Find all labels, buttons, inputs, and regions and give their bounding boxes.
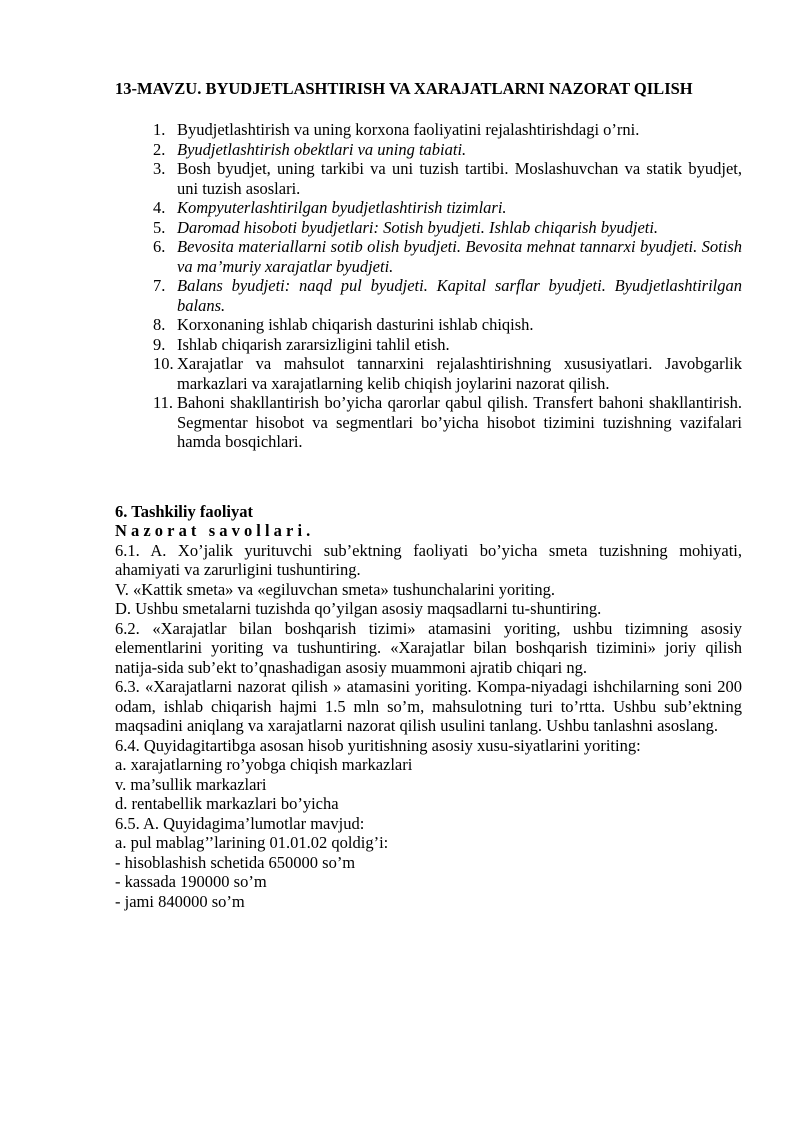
list-item-text: Xarajatlar va mahsulot tannarxini rejalashtirishning xususiyatlari. Javobgarlik markazlari va xarajatlarning kelib chiqish joylarini nazorat qilish. bbox=[177, 354, 742, 393]
list-item bbox=[115, 198, 742, 218]
question-paragraph: D. Ushbu smetalarni tuzishda qo’yilgan asosiy maqsadlarni tu-shuntiring. bbox=[115, 599, 602, 618]
question-paragraph: 6.4. Quyidagitartibga asosan hisob yuritishning asosiy xusu-siyatlarini yoriting: bbox=[115, 735, 641, 755]
question-line: d. rentabellik markazlari bo’yicha bbox=[115, 794, 339, 813]
list-item bbox=[115, 354, 742, 393]
question-line: 6.5. A. Quyidagima’lumotlar mavjud: bbox=[115, 813, 365, 833]
list-item-text: Byudjetlashtirish va uning korxona faoliyatini rejalashtirishdagi o’rni. bbox=[177, 120, 640, 139]
question-line: - hisoblashish schetida 650000 so’m bbox=[115, 852, 356, 872]
list-item bbox=[115, 159, 742, 198]
question-paragraph: 6.1. A. Xo’jalik yurituvchi sub’ektning faoliyati bo’yicha smeta tuzishning mohiyati, ahamiyati va zarurligini tushuntiring. bbox=[115, 540, 742, 579]
list-item-text: Kompyuterlashtirilgan byudjetlashtirish tizimlari. bbox=[177, 198, 507, 217]
list-item-text: Bevosita materiallarni sotib olish byudjeti. Bevosita mehnat tannarxi byudjeti. Sotish va ma’muriy xarajatlar byudjeti. bbox=[177, 237, 742, 276]
list-item-number: 5. bbox=[153, 217, 166, 237]
list-item-text: Balans byudjeti: naqd pul byudjeti. Kapital sarflar byudjeti. Byudjetlashtirilgan balans. bbox=[177, 276, 742, 315]
list-item-number: 6. bbox=[153, 237, 166, 256]
list-item-number: 1. bbox=[153, 120, 166, 139]
list-item-text: Bahoni shakllantirish bo’yicha qarorlar qabul qilish. Transfert bahoni shakllantirish. Segmentar hisobot va segmentlari bo’yicha hisobot tizimini tuzishning vazifalari hamda bosqichlari. bbox=[177, 393, 742, 451]
list-item-number: 3. bbox=[153, 159, 166, 178]
question-line: a. xarajatlarning ro’yobga chiqish markazlari bbox=[115, 755, 413, 774]
question-paragraph: 6.3. «Xarajatlarni nazorat qilish » atamasini yoriting. Kompa-niyadagi ishchilarning soni 200 odam, ishlab chiqarish hajmi 1.5 mln so’m, mahsulotning turi to’rtta. Ushbu sub’ektning maqsadini aniqlang va xarajatlarni nazorat qilish usulini tanlang. Ushbu tanlashni asoslang. bbox=[115, 677, 742, 735]
list-item-text: Daromad hisoboti byudjetlari: Sotish byudjeti. Ishlab chiqarish byudjeti. bbox=[177, 217, 659, 237]
topics-list bbox=[115, 120, 742, 452]
question-paragraph: 6.2. «Xarajatlar bilan boshqarish tizimi» atamasini yoriting, ushbu tizimning asosiy elementlarini yoriting va tushuntiring. «Xarajatlar bilan boshqarish tizimini» joriy qilish natija-sida sub’ekt to’qnashadigan asosiy muammoni ajratib chiqari ng. bbox=[115, 618, 742, 677]
list-item bbox=[115, 393, 742, 452]
list-item bbox=[115, 120, 742, 140]
question-line: a. pul mablag’’larining 01.01.02 qoldig’i: bbox=[115, 833, 389, 852]
list-item-number: 10. bbox=[153, 354, 174, 373]
list-item-text: Bosh byudjet, uning tarkibi va uni tuzish tartibi. Moslashuvchan va statik byudjet, uni tuzish asoslari. bbox=[177, 159, 742, 198]
document-body bbox=[115, 79, 742, 911]
list-item bbox=[115, 315, 742, 335]
list-item bbox=[115, 237, 742, 276]
section-heading: 6. Tashkiliy faoliyat bbox=[115, 501, 254, 521]
list-item bbox=[115, 335, 742, 355]
list-item-number: 4. bbox=[153, 198, 166, 217]
list-item bbox=[115, 140, 742, 160]
list-item bbox=[115, 218, 742, 238]
list-item-number: 7. bbox=[153, 276, 166, 295]
list-item-number: 9. bbox=[153, 334, 166, 354]
list-item-number: 11. bbox=[153, 393, 174, 412]
list-item-text: Byudjetlashtirish obektlari va uning tabiati. bbox=[177, 139, 467, 159]
question-line: - kassada 190000 so’m bbox=[115, 872, 267, 891]
list-item-text: Korxonaning ishlab chiqarish dasturini ishlab chiqish. bbox=[177, 315, 534, 334]
questions-heading: Nazorat savollari. bbox=[115, 521, 315, 540]
list-item-text: Ishlab chiqarish zararsizligini tahlil etish. bbox=[177, 334, 450, 354]
question-paragraph: V. «Kattik smeta» va «egiluvchan smeta» tushunchalarini yoriting. bbox=[115, 579, 556, 599]
question-line: v. ma’sullik markazlari bbox=[115, 774, 267, 794]
question-line: - jami 840000 so’m bbox=[115, 891, 245, 911]
list-item-number: 8. bbox=[153, 315, 166, 334]
document-title: 13-MAVZU. BYUDJETLASHTIRISH VA XARAJATLARNI NAZORAT QILISH bbox=[115, 79, 693, 98]
list-item bbox=[115, 276, 742, 315]
list-item-number: 2. bbox=[153, 139, 166, 159]
